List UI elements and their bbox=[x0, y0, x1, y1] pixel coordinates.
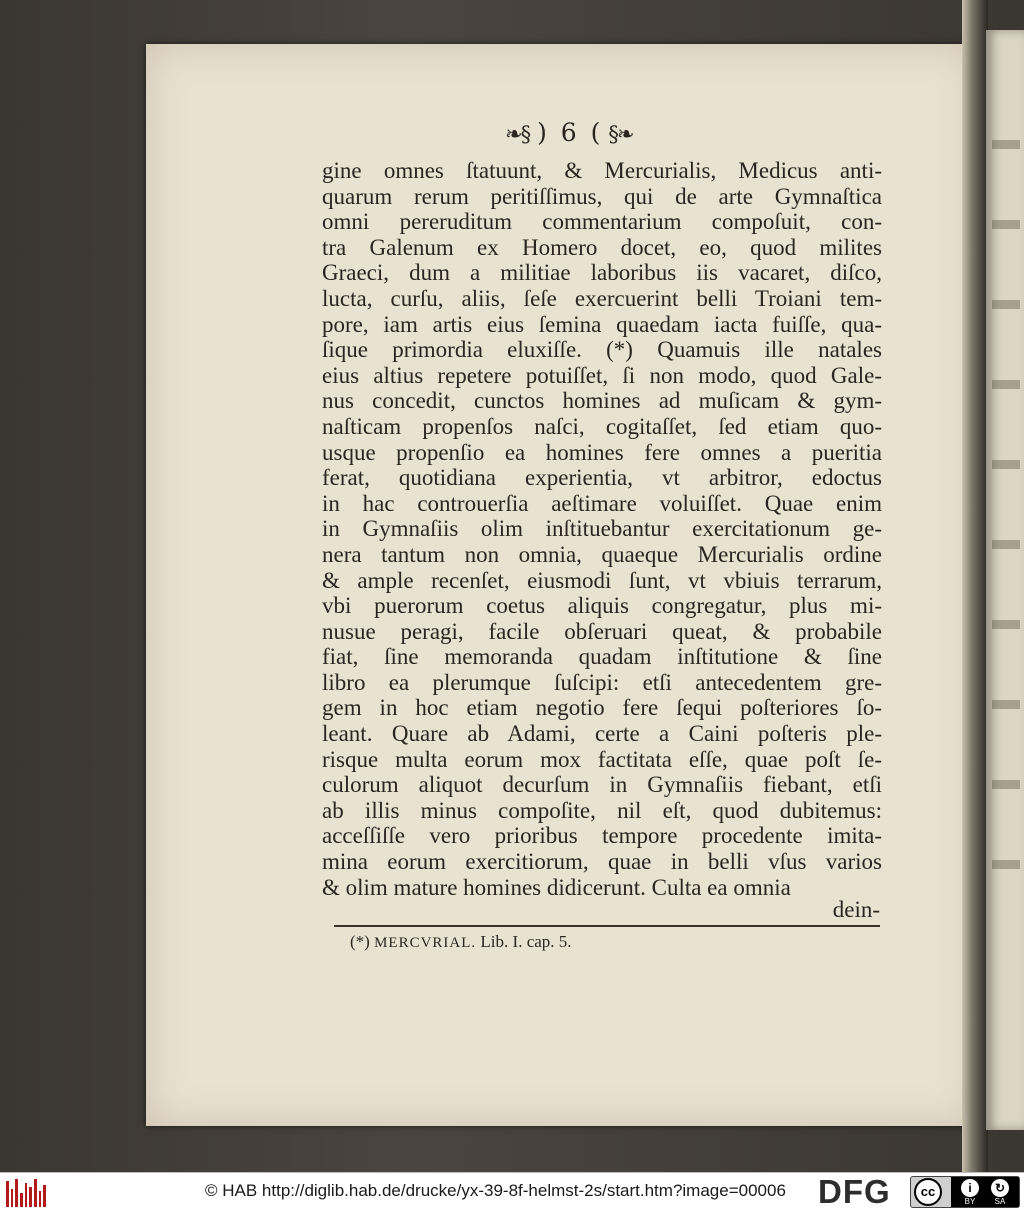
ornament-left-icon: ❧§ bbox=[505, 122, 530, 146]
bleed-through-mark bbox=[992, 620, 1020, 629]
dfg-logo[interactable]: DFG bbox=[818, 1173, 891, 1210]
text-line: ſique primordia eluxiſſe. (*) Quamuis ille natales bbox=[322, 337, 882, 363]
text-line: in Gymnaſiis olim inſtituebantur exercitationum ge- bbox=[322, 516, 882, 542]
text-line: nera tantum non omnia, quaeque Mercurialis ordine bbox=[322, 541, 882, 567]
license-terms bbox=[951, 1177, 1019, 1207]
bleed-through-mark bbox=[992, 140, 1020, 149]
text-line: omni pereruditum commentarium compoſuit, con- bbox=[322, 209, 882, 235]
adjacent-page-edge bbox=[986, 30, 1024, 1130]
sa-label: SA bbox=[994, 1197, 1006, 1206]
text-line: lucta, curſu, aliis, ſeſe exercuerint belli Troiani tem- bbox=[322, 285, 882, 311]
footnote-author: MERCVRIAL. bbox=[374, 935, 477, 951]
footnote-rule bbox=[334, 925, 880, 927]
text-line: mina eorum exercitiorum, quae in belli vſus varios bbox=[322, 849, 882, 875]
page-number: 6 bbox=[560, 118, 577, 147]
bleed-through-mark bbox=[992, 300, 1020, 309]
text-line: quarum rerum peritiſſimus, qui de arte Gymnaſtica bbox=[322, 183, 882, 209]
text-line: libro ea plerumque ſuſcipi: etſi antecedentem gre- bbox=[322, 669, 882, 695]
text-line: gine omnes ſtatuunt, & Mercurialis, Medicus anti- bbox=[322, 158, 882, 183]
bleed-through-mark bbox=[992, 860, 1020, 869]
text-line: vbi puerorum coetus aliquis congregatur, plus mi- bbox=[322, 593, 882, 619]
text-line: acceſſiſſe vero prioribus tempore procedente imita- bbox=[322, 823, 882, 849]
text-line: & olim mature homines didicerunt. Culta ea omnia bbox=[322, 874, 791, 900]
text-line: culorum aliquot decurſum in Gymnaſiis fiebant, etſi bbox=[322, 772, 882, 798]
cc-license-badge[interactable] bbox=[910, 1176, 1020, 1208]
text-line: fiat, ſine memoranda quadam inſtitutione & ſine bbox=[322, 644, 882, 670]
header-paren-left: ) bbox=[537, 118, 547, 147]
bleed-through-mark bbox=[992, 380, 1020, 389]
bleed-through-mark bbox=[992, 540, 1020, 549]
footnote bbox=[350, 932, 572, 952]
viewer-footer bbox=[0, 1172, 1024, 1211]
ornament-right-icon: §❧ bbox=[608, 122, 633, 146]
by-label: BY bbox=[964, 1197, 976, 1206]
cc-icon: cc bbox=[914, 1178, 942, 1206]
text-line: naſticam propenſos naſci, cogitaſſet, ſed etiam quo- bbox=[322, 413, 882, 439]
catchword: dein- bbox=[832, 897, 880, 922]
text-line: risque multa eorum mox factitata eſſe, quae poſt ſe- bbox=[322, 746, 882, 772]
running-header bbox=[505, 118, 685, 152]
text-line: in hac controuerſia aeſtimare voluiſſet. Quae enim bbox=[322, 490, 882, 516]
text-line: nus concedit, cunctos homines ad muſicam & gym- bbox=[322, 388, 882, 414]
text-line: & ample recenſet, eiusmodi ſunt, vt vbiuis terrarum, bbox=[322, 567, 882, 593]
bleed-through-mark bbox=[992, 220, 1020, 229]
attribution-icon: i bbox=[961, 1179, 979, 1197]
copyright-link[interactable]: © HAB http://diglib.hab.de/drucke/yx-39-8f-helmst-2s/start.htm?image=00006 bbox=[205, 1181, 786, 1200]
main-text-block bbox=[322, 158, 882, 900]
text-line: leant. Quare ab Adami, certe a Caini poſteris ple- bbox=[322, 721, 882, 747]
bleed-through-mark bbox=[992, 700, 1020, 709]
bleed-through-mark bbox=[992, 460, 1020, 469]
text-line: tra Galenum ex Homero docet, eo, quod milites bbox=[322, 234, 882, 260]
text-line: pore, iam artis eius ſemina quaedam iacta fuiſſe, qua- bbox=[322, 311, 882, 337]
text-line: gem in hoc etiam negotio fere ſequi poſteriores ſo- bbox=[322, 695, 882, 721]
hab-logo-icon[interactable] bbox=[6, 1177, 46, 1207]
text-line: ab illis minus compoſite, nil eſt, quod dubitemus: bbox=[322, 797, 882, 823]
bleed-through-mark bbox=[992, 780, 1020, 789]
book-gutter bbox=[962, 0, 988, 1172]
text-line: Graeci, dum a militiae laboribus iis vacaret, diſco, bbox=[322, 260, 882, 286]
text-line: usque propenſio ea homines fere omnes a pueritia bbox=[322, 439, 882, 465]
header-paren-right: ( bbox=[590, 118, 601, 147]
share-alike-icon: ↻ bbox=[991, 1179, 1009, 1197]
text-line: ferat, quotidiana experientia, vt arbitror, edoctus bbox=[322, 465, 882, 491]
text-line: nusue peragi, facile obſeruari queat, & probabile bbox=[322, 618, 882, 644]
footnote-reference: Lib. I. cap. 5. bbox=[480, 932, 572, 951]
text-line: eius altius repetere potuiſſet, ſi non modo, quod Gale- bbox=[322, 362, 882, 388]
footnote-mark: (*) bbox=[350, 932, 370, 951]
